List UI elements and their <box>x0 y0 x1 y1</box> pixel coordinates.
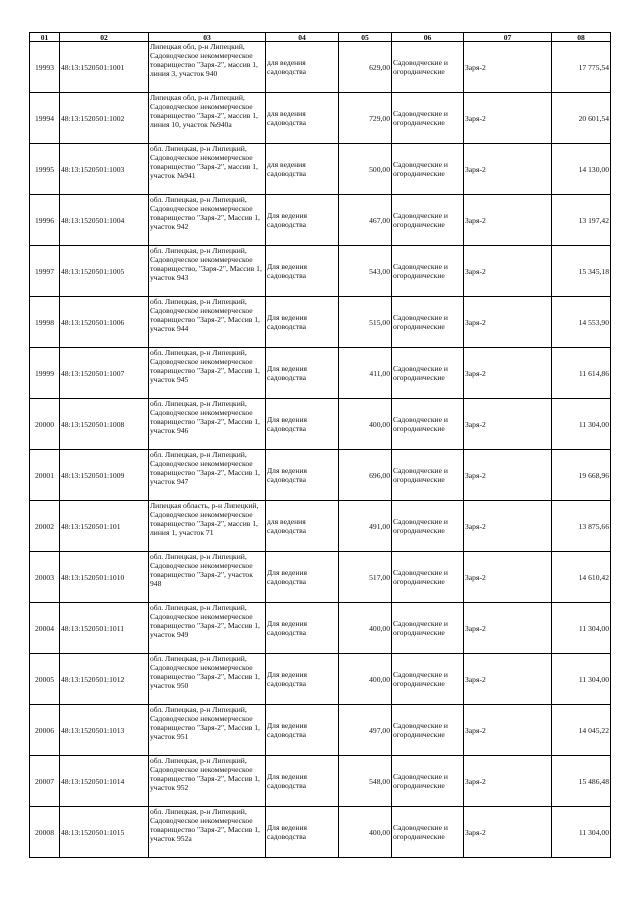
settlement-name-text: Заря-2 <box>465 419 486 429</box>
column-header-01: 01 <box>30 33 60 42</box>
cadastral-value-cell <box>552 654 611 705</box>
record-number-text: 20007 <box>35 776 54 786</box>
record-number-text: 20004 <box>35 623 54 633</box>
cadastral-number-cell <box>60 348 149 399</box>
cadastral-value-cell <box>552 93 611 144</box>
cadastral-value-text: 13 197,42 <box>578 215 609 225</box>
address-text: обл. Липецкая, р-н Липецкий, Садоводческое некоммерческое товарищество "Заря-2", Массив 1, участок 951 <box>150 705 260 741</box>
table-row <box>30 246 611 297</box>
record-number-text: 20006 <box>35 725 54 735</box>
registry-table <box>29 32 611 858</box>
area-value-cell <box>339 93 392 144</box>
record-number-cell <box>30 603 60 654</box>
cadastral-value-cell <box>552 246 611 297</box>
settlement-name-cell <box>464 552 552 603</box>
address-cell <box>149 246 266 297</box>
record-number-text: 20000 <box>35 419 54 429</box>
land-category-cell <box>392 348 464 399</box>
area-value-text: 400,00 <box>369 827 390 837</box>
cadastral-value-cell <box>552 399 611 450</box>
address-text: обл. Липецкая, р-н Липецкий, Садоводческое некоммерческое товарищество "Заря-2", Массив 1, участок 949 <box>150 603 260 639</box>
area-value-cell <box>339 348 392 399</box>
land-use-cell <box>266 603 339 654</box>
cadastral-value-cell <box>552 552 611 603</box>
area-value-text: 467,00 <box>369 215 390 225</box>
address-text: Липецкая область, р-н Липецкий, Садоводческое некоммерческое товарищество "Заря-2", массив 1, линия 1, участок 71 <box>150 501 259 537</box>
record-number-text: 19999 <box>35 368 54 378</box>
area-value-cell <box>339 552 392 603</box>
table-row <box>30 399 611 450</box>
land-use-text: Для ведения садоводства <box>267 262 308 280</box>
cadastral-value-text: 17 775,54 <box>578 62 609 72</box>
column-header-02: 02 <box>60 33 149 42</box>
area-value-text: 696,00 <box>369 470 390 480</box>
settlement-name-text: Заря-2 <box>465 266 486 276</box>
settlement-name-cell <box>464 756 552 807</box>
address-cell <box>149 705 266 756</box>
address-text: обл. Липецкая, р-н Липецкий, Садоводческое некоммерческое товарищество "Заря-2", Массив 1, участок 952а <box>150 807 260 843</box>
record-number-cell <box>30 195 60 246</box>
column-header-04: 04 <box>266 33 339 42</box>
table-row <box>30 450 611 501</box>
cadastral-number-text: 48:13:1520501:1014 <box>61 776 125 786</box>
column-header-03: 03 <box>149 33 266 42</box>
land-category-cell <box>392 93 464 144</box>
cadastral-number-cell <box>60 42 149 93</box>
land-use-cell <box>266 144 339 195</box>
table-row <box>30 756 611 807</box>
land-use-cell <box>266 807 339 858</box>
settlement-name-cell <box>464 654 552 705</box>
settlement-name-cell <box>464 807 552 858</box>
area-value-cell <box>339 603 392 654</box>
cadastral-number-cell <box>60 501 149 552</box>
settlement-name-cell <box>464 93 552 144</box>
address-text: обл. Липецкая, р-н Липецкий, Садоводческое некоммерческое товарищество "Заря-2", Массив 1, участок 944 <box>150 297 260 333</box>
settlement-name-text: Заря-2 <box>465 674 486 684</box>
cadastral-value-cell <box>552 756 611 807</box>
area-value-cell <box>339 807 392 858</box>
land-use-text: для ведения садоводства <box>267 160 307 178</box>
land-category-text: Садоводческие и огороднические <box>393 262 448 280</box>
table-row <box>30 93 611 144</box>
settlement-name-text: Заря-2 <box>465 725 486 735</box>
cadastral-number-text: 48:13:1520501:1015 <box>61 827 125 837</box>
address-cell <box>149 42 266 93</box>
record-number-cell <box>30 552 60 603</box>
settlement-name-cell <box>464 705 552 756</box>
area-value-text: 400,00 <box>369 674 390 684</box>
cadastral-number-text: 48:13:1520501:1008 <box>61 419 125 429</box>
address-cell <box>149 93 266 144</box>
table-row <box>30 705 611 756</box>
area-value-text: 491,00 <box>369 521 390 531</box>
land-use-cell <box>266 552 339 603</box>
land-category-text: Садоводческие и огороднические <box>393 58 448 76</box>
land-category-text: Садоводческие и огороднические <box>393 211 448 229</box>
land-category-cell <box>392 654 464 705</box>
area-value-text: 517,00 <box>369 572 390 582</box>
settlement-name-text: Заря-2 <box>465 215 486 225</box>
cadastral-value-text: 14 045,22 <box>578 725 609 735</box>
address-cell <box>149 450 266 501</box>
settlement-name-text: Заря-2 <box>465 317 486 327</box>
land-use-text: Для ведения садоводства <box>267 415 308 433</box>
address-text: обл. Липецкая, р-н Липецкий, Садоводческое некоммерческое товарищество "Заря-2", Массив 1, участок 947 <box>150 450 260 486</box>
settlement-name-cell <box>464 246 552 297</box>
area-value-cell <box>339 756 392 807</box>
area-value-cell <box>339 195 392 246</box>
land-use-text: Для ведения садоводства <box>267 823 308 841</box>
record-number-text: 20001 <box>35 470 54 480</box>
record-number-cell <box>30 42 60 93</box>
settlement-name-text: Заря-2 <box>465 623 486 633</box>
cadastral-value-text: 11 304,00 <box>578 419 609 429</box>
cadastral-value-cell <box>552 450 611 501</box>
address-text: обл. Липецкая, р-н Липецкий, Садоводческое некоммерческое товарищество "Заря-2", массив 1, участок №941 <box>150 144 258 180</box>
cadastral-value-cell <box>552 705 611 756</box>
cadastral-value-cell <box>552 348 611 399</box>
cadastral-value-cell <box>552 297 611 348</box>
cadastral-number-cell <box>60 195 149 246</box>
land-use-text: Для ведения садоводства <box>267 364 308 382</box>
settlement-name-text: Заря-2 <box>465 368 486 378</box>
record-number-text: 19994 <box>35 113 54 123</box>
record-number-cell <box>30 399 60 450</box>
record-number-cell <box>30 348 60 399</box>
land-category-cell <box>392 195 464 246</box>
cadastral-number-cell <box>60 399 149 450</box>
record-number-text: 20003 <box>35 572 54 582</box>
land-use-text: Для ведения садоводства <box>267 313 308 331</box>
settlement-name-cell <box>464 399 552 450</box>
table-row <box>30 552 611 603</box>
area-value-text: 629,00 <box>369 62 390 72</box>
land-use-text: Для ведения садоводства <box>267 772 308 790</box>
record-number-cell <box>30 501 60 552</box>
land-category-text: Садоводческие и огороднические <box>393 772 448 790</box>
record-number-cell <box>30 246 60 297</box>
address-cell <box>149 756 266 807</box>
land-use-cell <box>266 195 339 246</box>
cadastral-number-text: 48:13:1520501:1001 <box>61 62 125 72</box>
land-category-text: Садоводческие и огороднические <box>393 568 448 586</box>
address-cell <box>149 144 266 195</box>
record-number-text: 20005 <box>35 674 54 684</box>
table-row <box>30 144 611 195</box>
cadastral-number-text: 48:13:1520501:1007 <box>61 368 125 378</box>
address-text: обл. Липецкая, р-н Липецкий, Садоводческое некоммерческое товарищество, "Заря-2", Массив 1, участок 943 <box>150 246 262 282</box>
settlement-name-cell <box>464 450 552 501</box>
area-value-text: 515,00 <box>369 317 390 327</box>
address-cell <box>149 348 266 399</box>
table-row <box>30 501 611 552</box>
column-header-05: 05 <box>339 33 392 42</box>
land-category-cell <box>392 552 464 603</box>
record-number-text: 20008 <box>35 827 54 837</box>
address-text: обл. Липецкая, р-н Липецкий, Садоводческое некоммерческое товарищество "Заря-2", Массив 1, участок 946 <box>150 399 260 435</box>
cadastral-value-text: 20 601,54 <box>578 113 609 123</box>
cadastral-number-cell <box>60 756 149 807</box>
land-category-text: Садоводческие и огороднические <box>393 670 448 688</box>
land-category-text: Садоводческие и огороднические <box>393 415 448 433</box>
settlement-name-text: Заря-2 <box>465 827 486 837</box>
land-category-cell <box>392 144 464 195</box>
land-use-cell <box>266 42 339 93</box>
land-category-cell <box>392 450 464 501</box>
land-category-text: Садоводческие и огороднические <box>393 109 448 127</box>
record-number-cell <box>30 705 60 756</box>
table-row <box>30 348 611 399</box>
land-use-text: Для ведения садоводства <box>267 670 308 688</box>
cadastral-number-text: 48:13:1520501:1006 <box>61 317 125 327</box>
table-row <box>30 603 611 654</box>
record-number-text: 20002 <box>35 521 54 531</box>
land-use-text: Для ведения садоводства <box>267 721 308 739</box>
land-use-cell <box>266 654 339 705</box>
settlement-name-cell <box>464 297 552 348</box>
cadastral-number-cell <box>60 603 149 654</box>
settlement-name-text: Заря-2 <box>465 164 486 174</box>
settlement-name-cell <box>464 144 552 195</box>
land-use-cell <box>266 93 339 144</box>
land-category-text: Садоводческие и огороднические <box>393 466 448 484</box>
land-category-text: Садоводческие и огороднические <box>393 160 448 178</box>
settlement-name-text: Заря-2 <box>465 470 486 480</box>
cadastral-number-text: 48:13:1520501:101 <box>61 521 121 531</box>
land-category-text: Садоводческие и огороднические <box>393 823 448 841</box>
address-text: обл. Липецкая, р-н Липецкий, Садоводческое некоммерческое товарищество "Заря-2", Массив 1, участок 945 <box>150 348 260 384</box>
area-value-text: 548,00 <box>369 776 390 786</box>
land-category-text: Садоводческие и огороднические <box>393 364 448 382</box>
cadastral-number-cell <box>60 552 149 603</box>
table-row <box>30 297 611 348</box>
cadastral-number-cell <box>60 93 149 144</box>
column-header-06: 06 <box>392 33 464 42</box>
cadastral-number-cell <box>60 807 149 858</box>
cadastral-value-text: 11 304,00 <box>578 623 609 633</box>
land-use-text: Для ведения садоводства <box>267 211 308 229</box>
cadastral-value-text: 14 553,90 <box>578 317 609 327</box>
table-row <box>30 654 611 705</box>
cadastral-value-cell <box>552 501 611 552</box>
column-header-07: 07 <box>464 33 552 42</box>
cadastral-number-text: 48:13:1520501:1004 <box>61 215 125 225</box>
land-use-cell <box>266 399 339 450</box>
cadastral-value-text: 11 304,00 <box>578 827 609 837</box>
cadastral-value-cell <box>552 195 611 246</box>
cadastral-value-cell <box>552 807 611 858</box>
land-category-cell <box>392 756 464 807</box>
cadastral-value-cell <box>552 42 611 93</box>
land-use-cell <box>266 705 339 756</box>
address-cell <box>149 807 266 858</box>
land-category-cell <box>392 297 464 348</box>
address-text: обл. Липецкая, р-н Липецкий, Садоводческое некоммерческое товарищество "Заря-2", участок 948 <box>150 552 253 588</box>
address-cell <box>149 297 266 348</box>
area-value-cell <box>339 399 392 450</box>
record-number-text: 19993 <box>35 62 54 72</box>
land-category-cell <box>392 603 464 654</box>
cadastral-number-text: 48:13:1520501:1002 <box>61 113 125 123</box>
area-value-text: 400,00 <box>369 419 390 429</box>
cadastral-number-text: 48:13:1520501:1010 <box>61 572 125 582</box>
cadastral-number-text: 48:13:1520501:1003 <box>61 164 125 174</box>
land-use-text: Для ведения садоводства <box>267 466 308 484</box>
land-category-cell <box>392 399 464 450</box>
land-use-cell <box>266 348 339 399</box>
cadastral-value-text: 14 610,42 <box>578 572 609 582</box>
cadastral-value-text: 11 304,00 <box>578 674 609 684</box>
table-row <box>30 807 611 858</box>
address-text: Липецкая обл, р-н Липецкий, Садоводческое некоммерческое товарищество "Заря-2", массив 1, линия 3, участок 940 <box>150 42 258 78</box>
land-use-cell <box>266 450 339 501</box>
column-header-08: 08 <box>552 33 611 42</box>
record-number-cell <box>30 144 60 195</box>
land-use-text: для ведения садоводства <box>267 109 307 127</box>
record-number-cell <box>30 450 60 501</box>
cadastral-number-cell <box>60 297 149 348</box>
area-value-text: 729,00 <box>369 113 390 123</box>
address-text: обл. Липецкая, р-н Липецкий, Садоводческое некоммерческое товарищество "Заря-2", Массив 1, участок 952 <box>150 756 260 792</box>
cadastral-number-text: 48:13:1520501:1011 <box>61 623 125 633</box>
cadastral-number-text: 48:13:1520501:1005 <box>61 266 125 276</box>
land-use-text: для ведения садоводства <box>267 58 307 76</box>
settlement-name-cell <box>464 348 552 399</box>
area-value-cell <box>339 705 392 756</box>
area-value-cell <box>339 144 392 195</box>
cadastral-value-text: 14 130,00 <box>578 164 609 174</box>
record-number-text: 19995 <box>35 164 54 174</box>
land-use-cell <box>266 297 339 348</box>
land-category-cell <box>392 42 464 93</box>
land-category-text: Садоводческие и огороднические <box>393 517 448 535</box>
settlement-name-text: Заря-2 <box>465 521 486 531</box>
address-cell <box>149 552 266 603</box>
cadastral-value-text: 19 668,96 <box>578 470 609 480</box>
settlement-name-text: Заря-2 <box>465 113 486 123</box>
address-cell <box>149 399 266 450</box>
settlement-name-cell <box>464 501 552 552</box>
record-number-text: 19996 <box>35 215 54 225</box>
address-text: обл. Липецкая, р-н Липецкий, Садоводческое некоммерческое товарищество "Заря-2", Массив 1, участок 950 <box>150 654 260 690</box>
area-value-text: 497,00 <box>369 725 390 735</box>
area-value-text: 400,00 <box>369 623 390 633</box>
settlement-name-text: Заря-2 <box>465 62 486 72</box>
settlement-name-text: Заря-2 <box>465 776 486 786</box>
land-category-cell <box>392 705 464 756</box>
area-value-cell <box>339 654 392 705</box>
cadastral-number-text: 48:13:1520501:1009 <box>61 470 125 480</box>
address-text: Липецкая обл, р-н Липецкий, Садоводческое некоммерческое товарищество "Заря-2", массив 1, линия 10, участок №940а <box>150 93 258 129</box>
address-cell <box>149 195 266 246</box>
land-category-cell <box>392 501 464 552</box>
area-value-cell <box>339 246 392 297</box>
cadastral-number-cell <box>60 654 149 705</box>
area-value-cell <box>339 450 392 501</box>
area-value-text: 411,00 <box>369 368 390 378</box>
cadastral-number-cell <box>60 705 149 756</box>
table-row <box>30 42 611 93</box>
land-category-text: Садоводческие и огороднические <box>393 313 448 331</box>
cadastral-value-text: 13 875,66 <box>578 521 609 531</box>
table-row <box>30 195 611 246</box>
cadastral-value-cell <box>552 603 611 654</box>
record-number-text: 19997 <box>35 266 54 276</box>
land-use-text: для ведения садоводства <box>267 517 307 535</box>
settlement-name-text: Заря-2 <box>465 572 486 582</box>
cadastral-value-cell <box>552 144 611 195</box>
record-number-cell <box>30 654 60 705</box>
cadastral-value-text: 15 486,48 <box>578 776 609 786</box>
land-category-text: Садоводческие и огороднические <box>393 619 448 637</box>
record-number-cell <box>30 93 60 144</box>
land-use-cell <box>266 246 339 297</box>
land-category-cell <box>392 807 464 858</box>
land-category-text: Садоводческие и огороднические <box>393 721 448 739</box>
area-value-cell <box>339 297 392 348</box>
cadastral-number-text: 48:13:1520501:1012 <box>61 674 125 684</box>
address-cell <box>149 654 266 705</box>
cadastral-number-cell <box>60 450 149 501</box>
land-use-text: Для ведения садоводства <box>267 568 308 586</box>
land-use-cell <box>266 501 339 552</box>
area-value-text: 543,00 <box>369 266 390 276</box>
header-row <box>30 33 611 42</box>
cadastral-value-text: 15 345,18 <box>578 266 609 276</box>
land-use-text: Для ведения садоводства <box>267 619 308 637</box>
record-number-text: 19998 <box>35 317 54 327</box>
address-text: обл. Липецкая, р-н Липецкий, Садоводческое некоммерческое товарищество "Заря-2", Массив 1, участок 942 <box>150 195 260 231</box>
land-use-cell <box>266 756 339 807</box>
cadastral-number-text: 48:13:1520501:1013 <box>61 725 125 735</box>
cadastral-value-text: 11 614,86 <box>578 368 609 378</box>
cadastral-number-cell <box>60 246 149 297</box>
address-cell <box>149 603 266 654</box>
area-value-text: 500,00 <box>369 164 390 174</box>
area-value-cell <box>339 501 392 552</box>
settlement-name-cell <box>464 42 552 93</box>
record-number-cell <box>30 297 60 348</box>
land-category-cell <box>392 246 464 297</box>
area-value-cell <box>339 42 392 93</box>
address-cell <box>149 501 266 552</box>
record-number-cell <box>30 807 60 858</box>
settlement-name-cell <box>464 195 552 246</box>
settlement-name-cell <box>464 603 552 654</box>
cadastral-number-cell <box>60 144 149 195</box>
record-number-cell <box>30 756 60 807</box>
